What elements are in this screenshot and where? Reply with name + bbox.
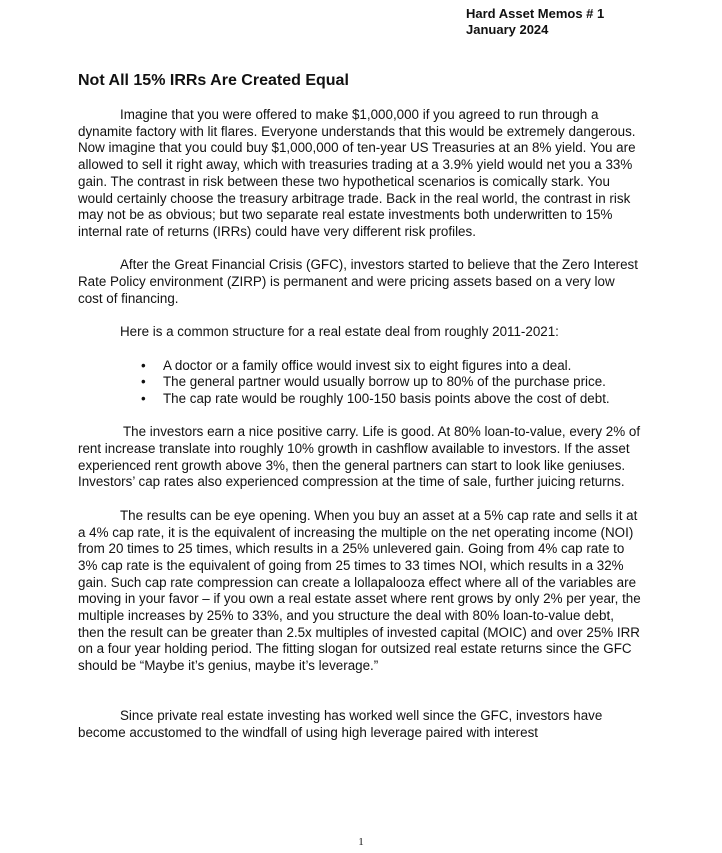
deal-structure-list — [78, 358, 642, 408]
list-item — [141, 390, 642, 408]
paragraph-intro: Imagine that you were offered to make $1,000,000 if you agreed to run through a dynamite factory with lit flares. Everyone understands that this would be extremely dangerous. Now imagine that you could buy $1,000,000 of ten-year US Treasuries at an 8% yield. You are allowed to sell it right away, which with treasuries trading at a 3.9% yield would net you a 33% gain. The contrast in risk between these two hypothetical scenarios is comically stark. You would certainly choose the treasury arbitrage trade. Back in the real world, the contrast in risk may not be as obvious; but two separate real estate investments both underwritten to 15% internal rate of returns (IRRs) could have very different risk profiles. — [78, 107, 636, 239]
paragraph-deal-structure: Here is a common structure for a real estate deal from roughly 2011-2021: — [120, 324, 559, 340]
paragraph-results: The results can be eye opening. When you buy an asset at a 5% cap rate and sells it at a 4% cap rate, it is the equivalent of increasing the multiple on the net operating income (NOI) from 20 times to 25 times, which results in a 25% unlevered gain. Going from 4% cap rate to 3% cap rate is the equivalent of going from 25 times to 33 times NOI, which results in a 32% gain. Such cap rate compression can create a lollapalooza effect where all of the variables are moving in your favor – if you own a real estate asset where rent grows by only 2% per year, the multiple increases by 25% to 33%, and you structure the deal with 80% loan-to-value debt, then the result can be greater than 2.5x multiples of invested capital (MOIC) and over 25% IRR on a four year holding period. The fitting slogan for outsized real estate returns since the GFC should be “Maybe it’s genius, maybe it’s leverage.” — [78, 507, 641, 674]
paragraph-gfc: After the Great Financial Crisis (GFC), investors started to believe that the Zero Interest Rate Policy environment (ZIRP) is permanent and were pricing assets based on a very low cost of financing. — [78, 257, 638, 306]
list-item — [141, 357, 642, 375]
memo-title: Not All 15% IRRs Are Created Equal — [78, 72, 349, 89]
memo-date: January 2024 — [466, 22, 549, 37]
paragraph-leverage: Since private real estate investing has worked well since the GFC, investors have become accustomed to the windfall of using high leverage paired with interest — [78, 707, 603, 740]
bullet-icon: • — [141, 374, 146, 390]
list-item — [141, 374, 642, 391]
memo-body — [78, 107, 642, 758]
list-item-text: The general partner would usually borrow up to 80% of the purchase price. — [163, 374, 606, 390]
memo-header — [466, 6, 604, 38]
bullet-icon: • — [141, 390, 146, 406]
memo-series-label: Hard Asset Memos # 1 — [466, 6, 605, 21]
list-item-text: A doctor or a family office would invest six to eight figures into a deal. — [163, 357, 572, 373]
list-item-text: The cap rate would be roughly 100-150 basis points above the cost of debt. — [163, 390, 610, 406]
bullet-icon: • — [141, 357, 146, 373]
paragraph-positive-carry: The investors earn a nice positive carry. Life is good. At 80% loan-to-value, every 2% of rent increase translate into roughly 10% growth in cashflow available to investors. If the asset experienced rent growth above 3%, then the general partners can start to look like geniuses. Investors’ cap rates also experienced compression at the time of sale, further juicing returns. — [78, 424, 641, 490]
page-number: 1 — [358, 836, 364, 848]
